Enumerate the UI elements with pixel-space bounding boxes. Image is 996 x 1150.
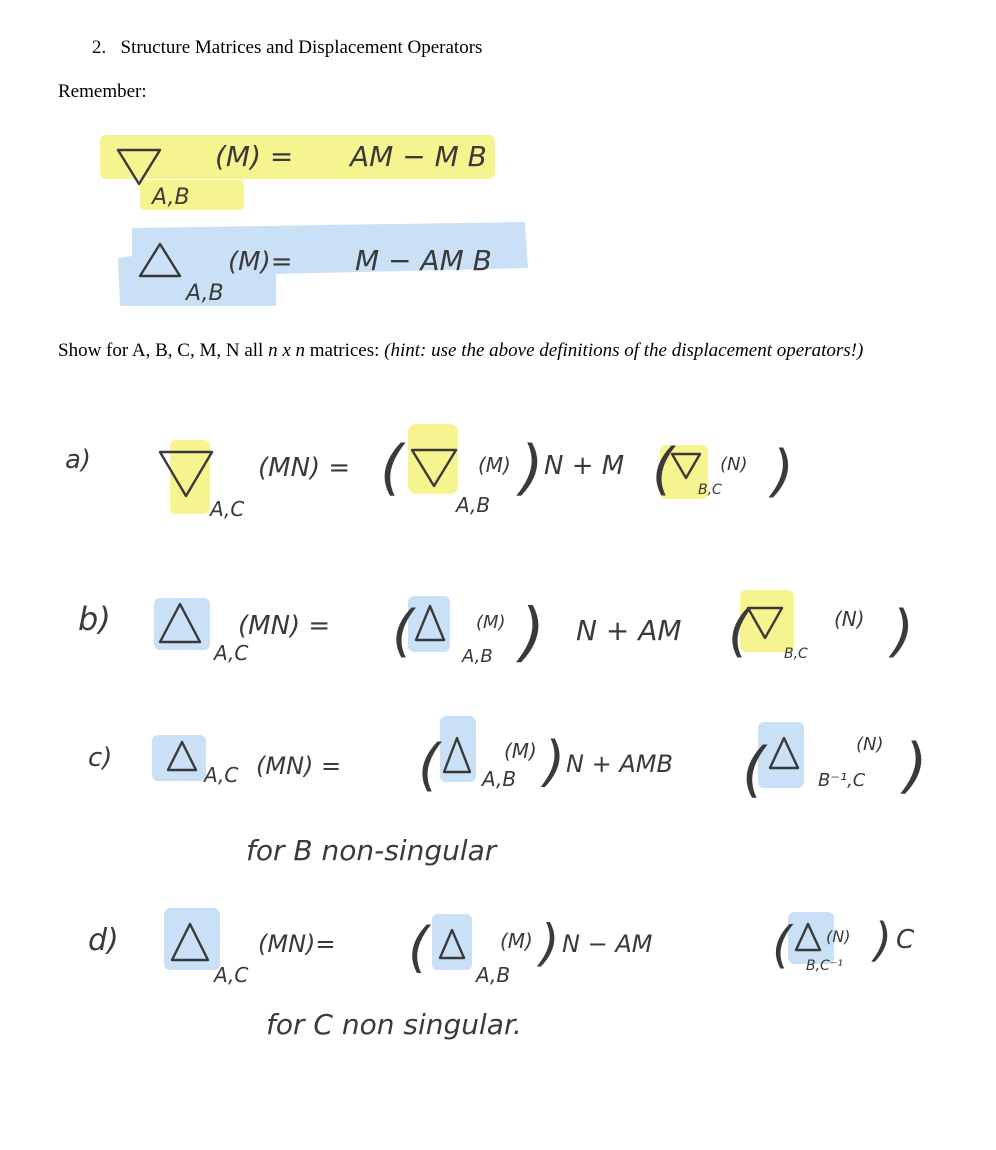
problem-d-expr4: (N) bbox=[826, 927, 851, 946]
problem-c-sub1: A,C bbox=[204, 763, 239, 787]
problem-b-sub3: B,C bbox=[784, 646, 808, 662]
paren-open: ( bbox=[418, 733, 440, 798]
section-title: Structure Matrices and Displacement Operators bbox=[120, 37, 483, 58]
definition-nabla bbox=[100, 135, 495, 210]
problem-a-sub2: A,B bbox=[456, 493, 491, 517]
paren-close: ) bbox=[540, 914, 560, 972]
def-delta-rhs: M − AM B bbox=[355, 244, 492, 277]
paren-open: ( bbox=[772, 916, 792, 974]
problem-a-expr3: N + M bbox=[544, 451, 625, 481]
problem-d bbox=[88, 908, 915, 1041]
problem-a-sub3: B,C bbox=[698, 482, 722, 498]
highlight-blue bbox=[432, 914, 472, 970]
problem-b-expr4: (N) bbox=[834, 607, 865, 631]
instruction-text: Show for A, B, C, M, N all bbox=[58, 340, 269, 361]
problem-a-label: a) bbox=[65, 445, 92, 475]
problem-b-label: b) bbox=[78, 600, 111, 638]
paren-open: ( bbox=[408, 916, 430, 979]
problem-c-expr3: N + AMB bbox=[566, 750, 673, 778]
problem-b-expr2: (M) bbox=[476, 612, 506, 633]
instruction-text2: matrices: bbox=[305, 340, 385, 361]
paren-close: ) bbox=[874, 913, 892, 967]
problem-a-expr1: (MN) = bbox=[258, 453, 351, 483]
problem-d-sub2: A,B bbox=[476, 963, 511, 987]
paren-open: ( bbox=[392, 599, 414, 664]
problem-c bbox=[88, 716, 927, 867]
paren-close: ) bbox=[904, 731, 928, 801]
problem-c-label: c) bbox=[88, 743, 113, 773]
def-delta-subscript: A,B bbox=[186, 281, 224, 306]
problem-c-note: for B non-singular bbox=[246, 834, 497, 867]
instruction-dims: n x n bbox=[268, 340, 306, 361]
def-nabla-subscript: A,B bbox=[152, 185, 190, 210]
problem-c-expr2: (M) bbox=[504, 739, 537, 763]
problem-d-expr5: C bbox=[896, 925, 915, 955]
paren-close: ) bbox=[544, 730, 566, 793]
problem-d-expr2: (M) bbox=[500, 929, 533, 953]
paren-open: ( bbox=[652, 437, 674, 502]
problem-b-expr3: N + AM bbox=[576, 614, 682, 647]
problem-b-expr1: (MN) = bbox=[238, 611, 331, 641]
problem-a-sub1: A,C bbox=[210, 497, 245, 521]
highlight-blue bbox=[152, 735, 206, 781]
problem-d-sub1: A,C bbox=[214, 963, 249, 987]
problem-d-expr3: N − AM bbox=[562, 930, 653, 958]
problem-a-expr2: (M) bbox=[478, 453, 511, 477]
problem-c-sub2: A,B bbox=[482, 767, 517, 791]
problem-d-note: for C non singular. bbox=[266, 1008, 522, 1041]
problem-b bbox=[78, 590, 914, 670]
highlight-blue bbox=[408, 596, 450, 652]
instruction-hint: (hint: use the above definitions of the displacement operators!) bbox=[384, 340, 864, 361]
paren-open: ( bbox=[728, 599, 750, 664]
paren-close: ) bbox=[772, 439, 794, 504]
def-delta-lhs: (M)= bbox=[228, 247, 293, 277]
problem-c-expr1: (MN) = bbox=[256, 752, 342, 780]
problem-d-sub3: B,C⁻¹ bbox=[806, 958, 843, 974]
problem-d-expr1: (MN)= bbox=[258, 930, 336, 958]
problem-c-expr4: (N) bbox=[856, 734, 884, 755]
definition-delta bbox=[118, 222, 528, 306]
paren-open: ( bbox=[742, 735, 766, 805]
problem-b-sub1: A,C bbox=[214, 641, 249, 665]
problem-b-sub2: A,B bbox=[462, 646, 493, 667]
paren-open: ( bbox=[380, 433, 404, 503]
def-nabla-lhs: (M) = bbox=[215, 140, 294, 173]
section-number: 2. bbox=[92, 37, 107, 58]
problem-a bbox=[65, 424, 794, 521]
problem-c-sub3: B⁻¹,C bbox=[818, 770, 866, 791]
def-nabla-rhs: AM − M B bbox=[350, 140, 487, 173]
problem-d-label: d) bbox=[88, 923, 119, 958]
remember-label: Remember: bbox=[58, 81, 147, 102]
problem-a-expr4: (N) bbox=[720, 454, 748, 475]
paren-close: ) bbox=[520, 596, 545, 670]
paren-close: ) bbox=[892, 599, 914, 664]
paren-close: ) bbox=[520, 433, 544, 503]
